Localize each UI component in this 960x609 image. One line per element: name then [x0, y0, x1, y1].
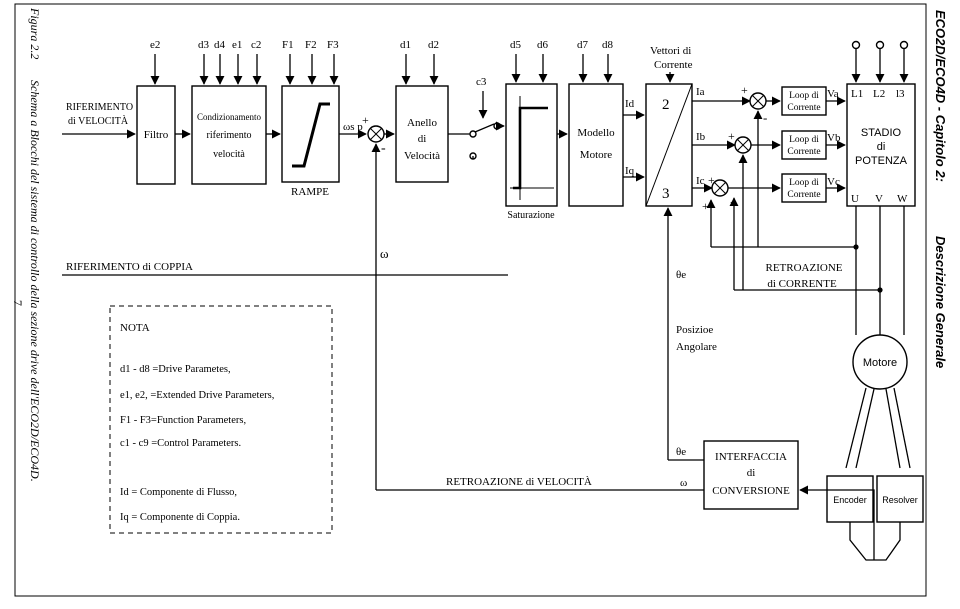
page-number: 7 [11, 300, 25, 306]
param-e2: e2 [150, 39, 161, 51]
param-d2: d2 [428, 39, 439, 51]
ia-label: Ia [696, 86, 705, 98]
param-d3: d3 [198, 39, 209, 51]
param-d1: d1 [400, 39, 411, 51]
retro-velocita-label: RETROAZIONE di VELOCITÀ [446, 476, 592, 488]
ib-label: Ib [696, 131, 706, 143]
rampe-label: RAMPE [291, 186, 329, 198]
speed-sum-minus: - [381, 141, 386, 156]
theta-e-label-top: θe [676, 269, 687, 281]
posizione-label-1: Posizioe [676, 324, 714, 336]
omega-sp-label: ωs p [343, 121, 363, 133]
stadio-label-2: di [876, 141, 886, 153]
l1-label: L1 [851, 88, 864, 100]
omega-label: ω [380, 246, 389, 261]
param-d4: d4 [214, 39, 225, 51]
param-d6: d6 [537, 39, 548, 51]
stadio-label-1: STADIO [860, 127, 902, 139]
sum-c-plus-2: + [702, 199, 709, 213]
sum-c-plus-3: + [730, 195, 737, 209]
omega-out-label: ω [680, 477, 688, 489]
speed-ref-label-1: RIFERIMENTO [66, 102, 134, 113]
va-label: Va [827, 88, 839, 100]
interfaccia-label-3: CONVERSIONE [712, 485, 790, 497]
filtro-label: Filtro [143, 129, 169, 141]
l1-terminal [853, 42, 860, 49]
switch-contact-b [494, 123, 500, 129]
motor-to-encoder-2 [856, 389, 874, 468]
u-label: U [851, 193, 859, 205]
encoder-label: Encoder [833, 495, 867, 505]
param-c2: c2 [251, 39, 262, 51]
condizionamento-label-1: Condizionamento [197, 112, 261, 122]
header-title: ECO2D/ECO4D - Capitolo 2: [933, 10, 948, 182]
w-label: W [897, 193, 908, 205]
iq-label: Iq [625, 165, 635, 177]
nota-line-6: Iq = Componente di Coppia. [120, 512, 240, 523]
sum-b-plus: + [728, 129, 735, 143]
speed-ref-label-2: di VELOCITÀ [68, 116, 129, 127]
vc-label: Vc [827, 176, 840, 188]
encoder-out [850, 522, 880, 560]
switch-blade [475, 124, 494, 132]
retro-corrente-label-1: RETROAZIONE [765, 262, 843, 274]
figure-label: Figura 2.2 [28, 8, 42, 60]
interfaccia-label-1: INTERFACCIA [715, 451, 787, 463]
l3-terminal [901, 42, 908, 49]
sum-a-minus: - [763, 110, 768, 125]
loop-b-label-1: Loop di [789, 135, 819, 145]
header-subtitle: Descrizione Generale [933, 236, 948, 369]
l3-label: l3 [896, 88, 905, 100]
interfaccia-label-2: di [746, 467, 756, 479]
resolver-label: Resolver [882, 495, 918, 505]
motor-to-resolver-1 [886, 389, 900, 468]
vettori-label-1: Vettori di [650, 45, 692, 57]
ic-label: Ic [696, 175, 705, 187]
loop-a-label-1: Loop di [789, 91, 819, 101]
retro-corrente-label-2: di CORRENTE [767, 278, 837, 290]
loop-c-label-1: Loop di [789, 178, 819, 188]
id-label: Id [625, 98, 635, 110]
resolver-out [880, 522, 900, 560]
stadio-label-3: POTENZA [855, 155, 907, 167]
param-f2: F2 [305, 39, 317, 51]
loop-a-label-2: Corrente [787, 103, 821, 113]
transform-label-3: 3 [662, 186, 670, 202]
sum-b-minus: - [742, 152, 747, 167]
param-e1: e1 [232, 39, 243, 51]
sum-c-plus-1: + [708, 173, 715, 187]
anello-label-3: Velocità [403, 150, 441, 162]
modello-motore-block [569, 84, 623, 206]
param-f1: F1 [282, 39, 294, 51]
param-c3: c3 [476, 76, 487, 88]
figure-caption: Schema a Blocchi del sistema di controllo della sezione drive dell'ECO2D/ECO4D. [28, 80, 42, 482]
param-d5: d5 [510, 39, 521, 51]
rampe-block [282, 86, 339, 182]
v-label: V [875, 193, 883, 205]
nota-line-5: Id = Componente di Flusso, [120, 487, 238, 498]
nota-line-1: d1 - d8 =Drive Parametes, [120, 364, 231, 375]
anello-label-2: di [417, 133, 427, 145]
l2-label: L2 [873, 88, 886, 100]
param-d7: d7 [577, 39, 588, 51]
theta-e-label-bottom: θe [676, 446, 687, 458]
sum-a-plus: + [741, 83, 748, 97]
motor-to-resolver-2 [894, 388, 910, 468]
l2-terminal [877, 42, 884, 49]
motore-label: Motore [862, 357, 898, 369]
nota-line-3: F1 - F3=Function Parameters, [120, 415, 247, 426]
param-f3: F3 [327, 39, 339, 51]
vb-label: Vb [827, 132, 841, 144]
condizionamento-label-2: riferimento [206, 130, 252, 141]
torque-ref-label: RIFERIMENTO di COPPIA [66, 261, 193, 273]
motor-to-encoder-1 [846, 388, 866, 468]
loop-c-label-2: Corrente [787, 190, 821, 200]
nota-line-4: c1 - c9 =Control Parameters. [120, 438, 242, 449]
speed-sum-plus: + [362, 113, 369, 127]
modello-label-2: Motore [579, 149, 613, 161]
nota-line-2: e1, e2, =Extended Drive Parameters, [120, 390, 275, 401]
anello-label-1: Anello [407, 117, 437, 129]
condizionamento-label-3: velocità [213, 149, 245, 160]
nota-title: NOTA [120, 322, 150, 334]
saturazione-label: Saturazione [507, 210, 555, 221]
vettori-label-2: Corrente [654, 59, 693, 71]
modello-label-1: Modello [577, 127, 615, 139]
transform-label-2: 2 [662, 97, 670, 113]
posizione-label-2: Angolare [676, 341, 717, 353]
param-d8: d8 [602, 39, 613, 51]
loop-b-label-2: Corrente [787, 147, 821, 157]
